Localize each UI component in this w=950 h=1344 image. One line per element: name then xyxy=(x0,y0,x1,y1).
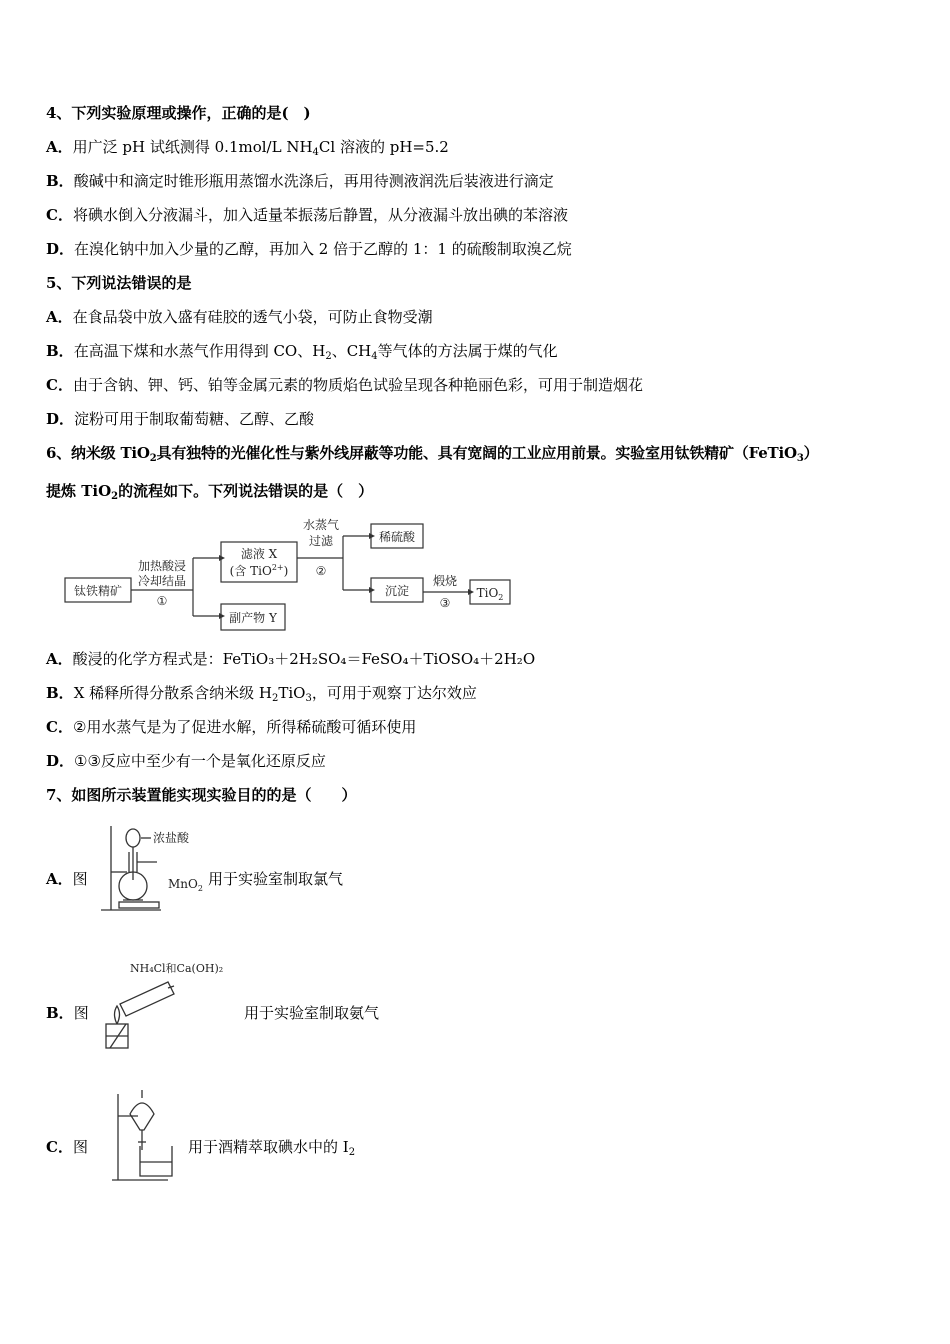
chlorine-apparatus-figure xyxy=(95,822,210,917)
option-text: 由于含钠、钾、钙、铂等金属元素的物质焰色试验呈现各种艳丽色彩，可用于制造烟花 xyxy=(72,376,643,394)
reagent-label: NH₄Cl和Ca(OH)₂ xyxy=(130,962,224,975)
option-text: 在高温下煤和水蒸气作用得到 CO、H xyxy=(73,342,326,360)
option-text: 图 xyxy=(72,870,88,888)
filtrate-label: 滤液 X xyxy=(240,547,278,561)
option-text: 酸碱中和滴定时锥形瓶用蒸馏水洗涤后，再用待测液润洗后装液进行滴定 xyxy=(73,172,554,190)
option-text: 酸浸的化学方程式是：FeTiO₃＋2H₂SO₄＝FeSO₄＋TiOSO₄＋2H₂O xyxy=(72,650,536,668)
option-label: B． xyxy=(46,1004,74,1022)
step1-number: ① xyxy=(156,594,168,608)
q6-stem-line1 xyxy=(46,443,818,463)
byproduct-label: 副产物 Y xyxy=(229,611,277,625)
option-label: A． xyxy=(46,650,73,668)
hydrochloric-acid-label: 浓盐酸 xyxy=(153,831,190,845)
q7-option-b-purpose: 用于实验室制取氨气 xyxy=(244,1004,380,1022)
subscript: 2 xyxy=(111,491,119,502)
option-text: 用于酒精萃取碘水中的 I xyxy=(188,1138,349,1156)
q4-option-c[interactable] xyxy=(46,205,568,225)
q5-option-c[interactable] xyxy=(46,375,643,395)
subscript: 2 xyxy=(325,351,332,362)
q4-option-b[interactable] xyxy=(46,171,554,191)
subscript: 3 xyxy=(305,693,312,704)
option-label: D． xyxy=(46,410,75,428)
q7-option-b[interactable] xyxy=(46,1003,89,1023)
option-text: ②用水蒸气是为了促进水解，所得稀硫酸可循环使用 xyxy=(72,718,417,736)
arrow-head xyxy=(219,613,225,619)
ore-label: 钛铁精矿 xyxy=(73,584,123,598)
option-text: ①③反应中至少有一个是氧化还原反应 xyxy=(74,752,326,770)
acid-label: 稀硫酸 xyxy=(378,530,416,544)
stem-text: ） xyxy=(803,444,819,462)
q6-option-d[interactable] xyxy=(46,751,326,771)
product-label: TiO$_2$ xyxy=(476,586,504,602)
precipitate-label: 沉淀 xyxy=(384,584,410,598)
option-text: 用广泛 pH 试纸测得 0.1mol/L NH xyxy=(72,138,313,156)
step2-top-label: 水蒸气 xyxy=(302,518,340,532)
q6-option-c[interactable] xyxy=(46,717,416,737)
option-label: C． xyxy=(46,376,73,394)
q6-stem-line2 xyxy=(46,481,373,501)
step1-bottom-label: 冷却结晶 xyxy=(137,574,187,588)
q6-option-b[interactable] xyxy=(46,683,477,703)
option-text: 在食品袋中放入盛有硅胶的透气小袋，可防止食物受潮 xyxy=(72,308,433,326)
arrow-head xyxy=(369,533,375,539)
option-text: TiO xyxy=(278,684,306,702)
step3-top-label: 煅烧 xyxy=(432,574,458,588)
stem-text: 的流程如下。下列说法错误的是（ ） xyxy=(118,482,374,500)
arrow-head xyxy=(468,589,474,595)
option-text: 、CH xyxy=(331,342,372,360)
q7-option-c-purpose xyxy=(188,1137,355,1157)
option-text: 等气体的方法属于煤的气化 xyxy=(377,342,558,360)
q4-stem: 4、下列实验原理或操作，正确的是( ) xyxy=(46,104,311,122)
q7-option-a[interactable] xyxy=(46,869,88,889)
option-label: B． xyxy=(46,684,74,702)
q4-option-a[interactable] xyxy=(46,137,449,157)
q7-option-a-purpose: 用于实验室制取氯气 xyxy=(208,870,344,888)
option-text: 图 xyxy=(73,1004,89,1022)
q5-option-a[interactable] xyxy=(46,307,433,327)
q4-option-d[interactable] xyxy=(46,239,572,259)
q6-option-a[interactable] xyxy=(46,649,535,669)
option-text: 图 xyxy=(72,1138,88,1156)
option-label: C． xyxy=(46,718,73,736)
option-label: A． xyxy=(46,138,73,156)
option-text: ，可用于观察丁达尔效应 xyxy=(311,684,477,702)
mno2-label: MnO$_2$ xyxy=(168,877,203,893)
option-text: 在溴化钠中加入少量的乙醇，再加入 2 倍于乙醇的 1：1 的硫酸制取溴乙烷 xyxy=(74,240,572,258)
process-flow-diagram xyxy=(55,512,515,638)
ammonia-apparatus-figure xyxy=(98,958,238,1053)
stem-text: 提炼 TiO xyxy=(46,482,112,500)
step1-top-label: 加热酸浸 xyxy=(137,559,187,573)
subscript: 4 xyxy=(371,351,378,362)
subscript: 4 xyxy=(312,147,319,158)
option-label: C． xyxy=(46,206,73,224)
option-text: X 稀释所得分散系含纳米级 H xyxy=(73,684,272,702)
step2-number: ② xyxy=(315,564,327,578)
option-text: 将碘水倒入分液漏斗，加入适量苯振荡后静置，从分液漏斗放出碘的苯溶液 xyxy=(72,206,568,224)
stem-text: 具有独特的光催化性与紫外线屏蔽等功能、具有宽阔的工业应用前景。实验室用钛铁精矿（FeTiO xyxy=(156,444,797,462)
subscript: 2 xyxy=(149,453,157,464)
filtrate-sub-label: (含 TiO$^{2+}$) xyxy=(229,563,289,578)
option-label: D． xyxy=(46,752,75,770)
option-label: A． xyxy=(46,870,73,888)
option-text: Cl 溶液的 pH=5.2 xyxy=(318,138,449,156)
option-text: 淀粉可用于制取葡萄糖、乙醇、乙酸 xyxy=(74,410,315,428)
separatory-funnel-figure xyxy=(110,1086,182,1188)
arrow-head xyxy=(369,587,375,593)
option-label: B． xyxy=(46,342,74,360)
stem-text: 6、纳米级 TiO xyxy=(46,444,150,462)
q5-stem: 5、下列说法错误的是 xyxy=(46,274,192,292)
option-label: A． xyxy=(46,308,73,326)
option-label: B． xyxy=(46,172,74,190)
arrow-head xyxy=(219,555,225,561)
subscript: 2 xyxy=(272,693,279,704)
subscript: 3 xyxy=(796,453,804,464)
subscript: 2 xyxy=(348,1147,356,1158)
q5-option-b[interactable] xyxy=(46,341,558,361)
option-label: C． xyxy=(46,1138,73,1156)
step2-bottom-label: 过滤 xyxy=(308,534,334,548)
q7-stem: 7、如图所示装置能实现实验目的的是（ ） xyxy=(46,786,357,804)
q7-option-c[interactable] xyxy=(46,1137,88,1157)
step3-number: ③ xyxy=(439,596,451,610)
q5-option-d[interactable] xyxy=(46,409,314,429)
option-label: D． xyxy=(46,240,75,258)
